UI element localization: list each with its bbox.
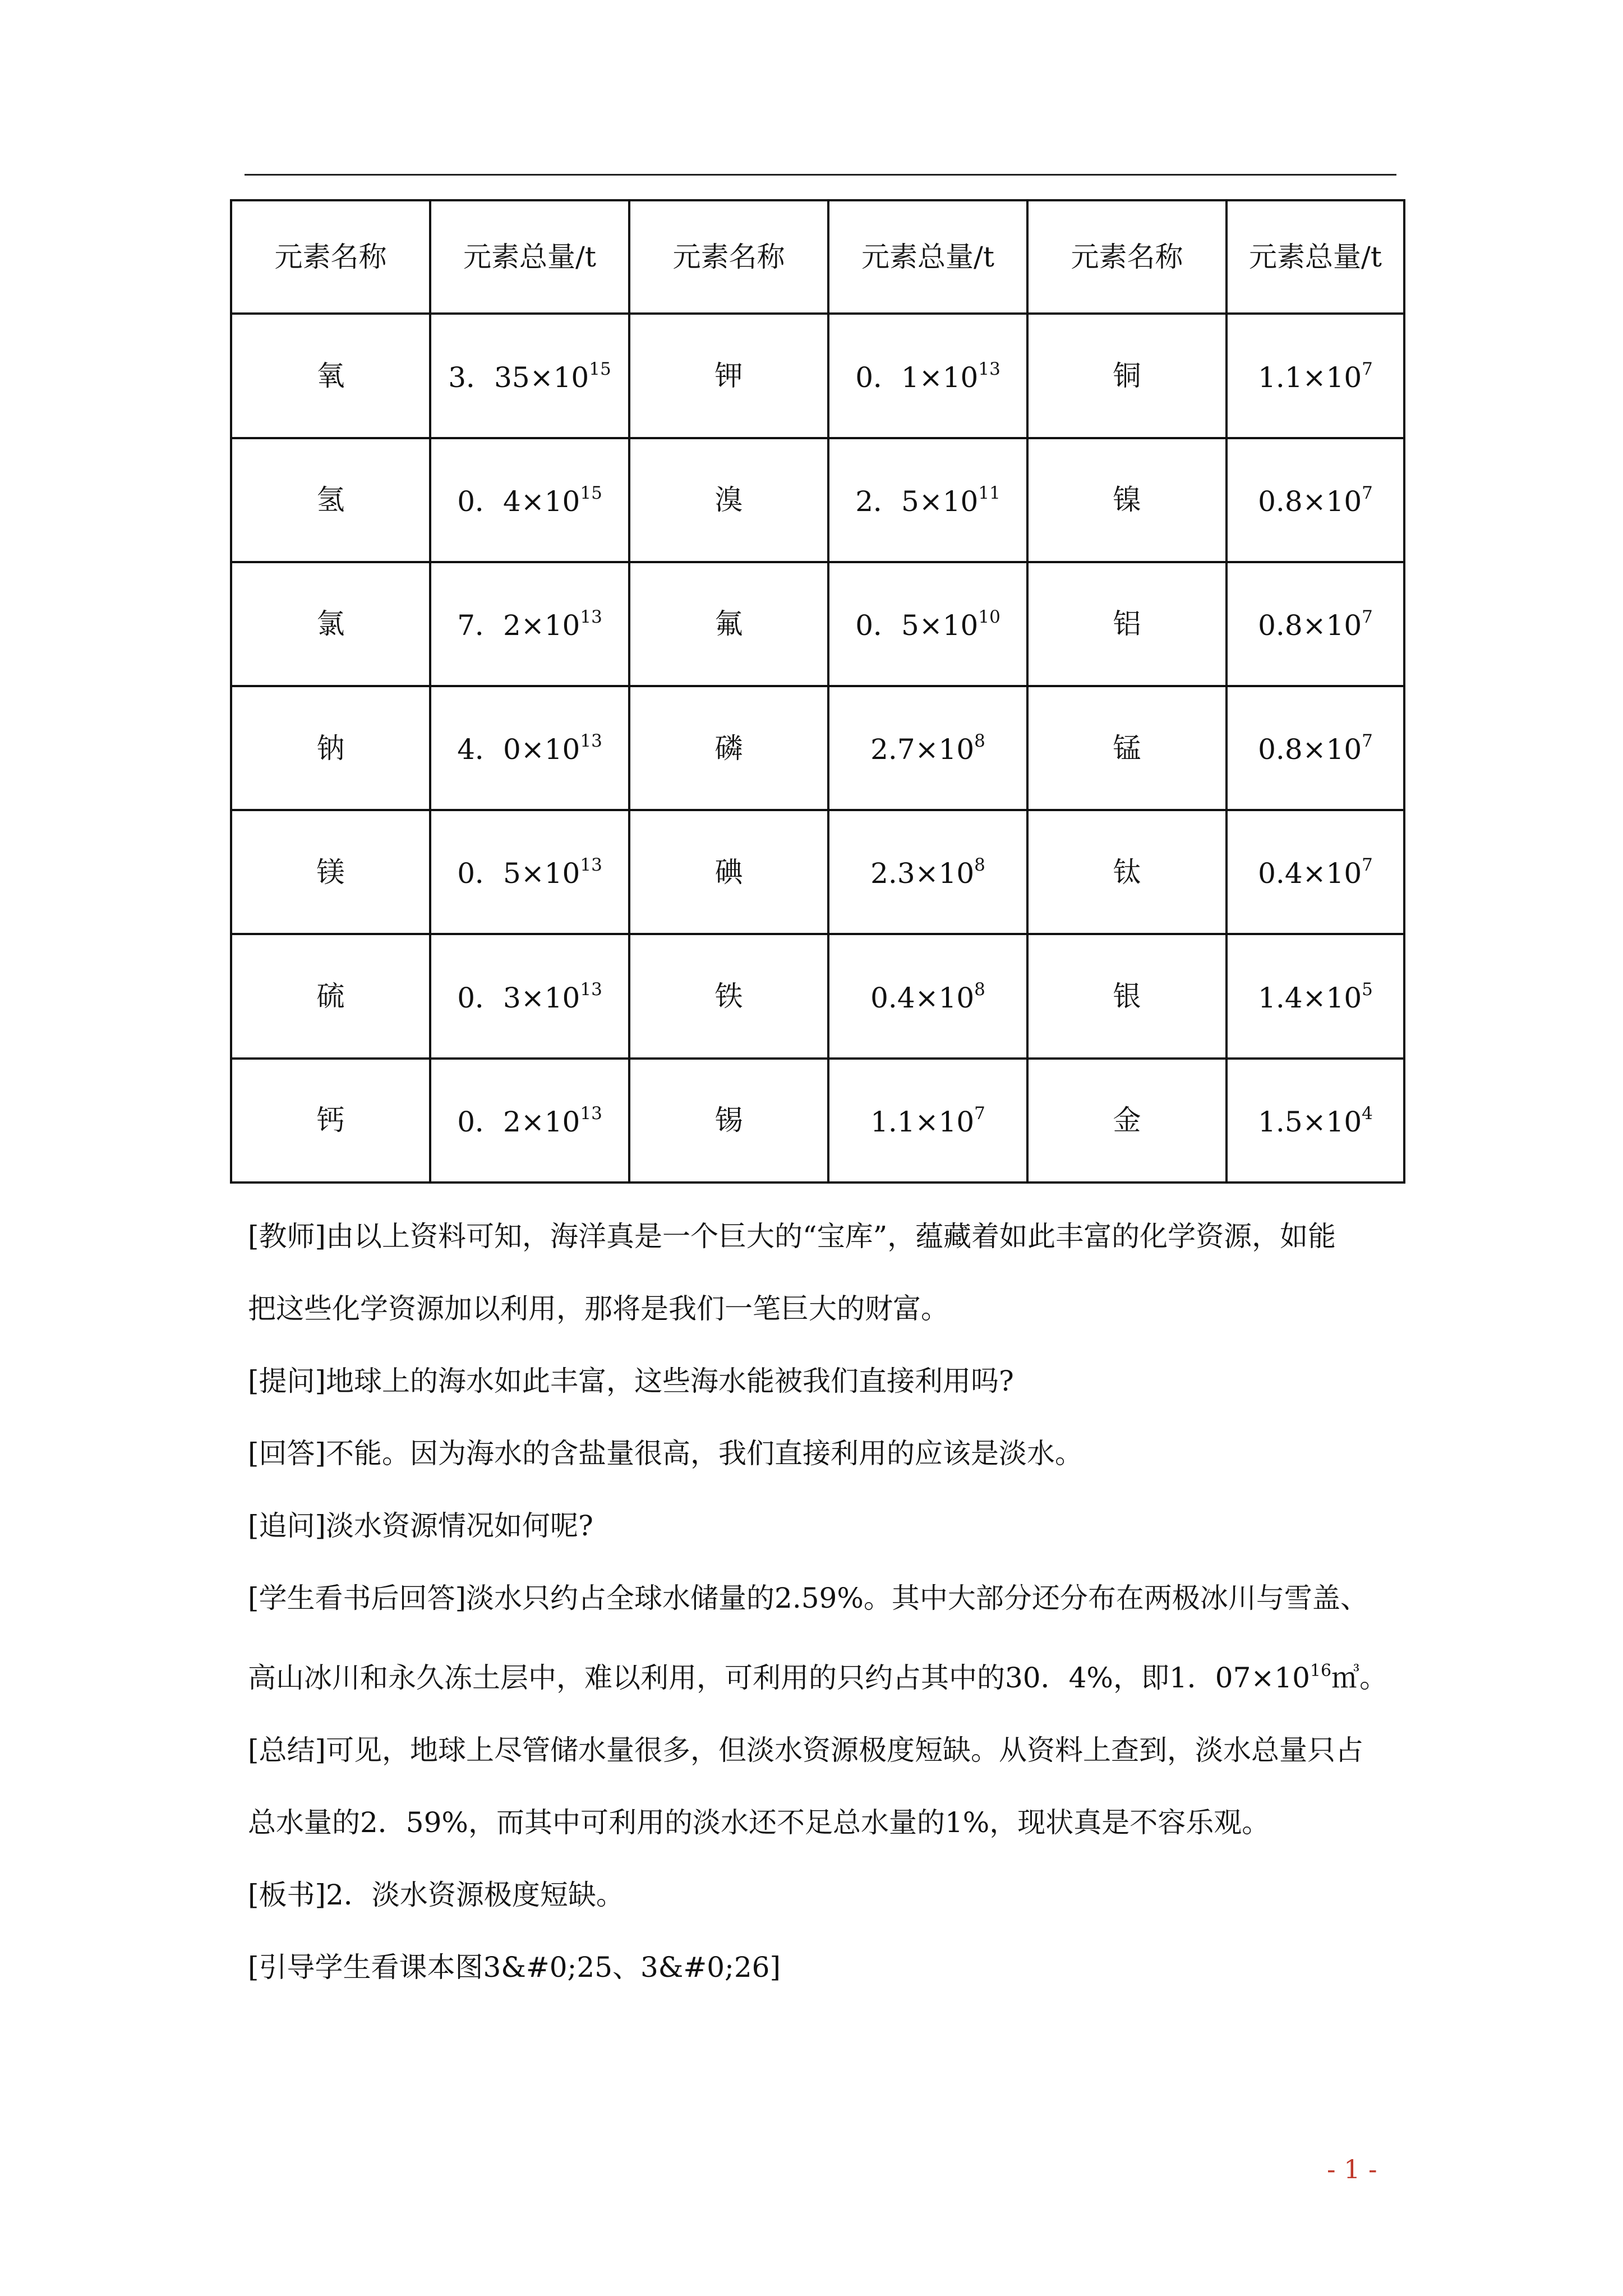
element-amount-cell — [430, 810, 629, 934]
element-amount-cell — [828, 438, 1027, 562]
amount-exponent: 13 — [580, 979, 602, 1000]
header-rule — [245, 174, 1396, 176]
amount-exponent: 8 — [974, 731, 985, 752]
element-name-cell: 磷 — [629, 686, 828, 810]
amount-exponent: 4 — [1362, 1103, 1373, 1124]
amount-exponent: 7 — [1362, 482, 1373, 503]
amount-exponent: 13 — [580, 1103, 602, 1124]
table-row — [231, 1059, 1404, 1182]
amount-mantissa: 1.1×10 — [1258, 361, 1362, 394]
element-name-cell: 钾 — [629, 314, 828, 438]
element-name-cell: 硫 — [231, 934, 430, 1058]
amount-exponent: 7 — [1362, 606, 1373, 627]
table-row — [231, 314, 1404, 438]
element-amount-cell — [828, 314, 1027, 438]
element-amount-cell — [430, 934, 629, 1058]
table-row — [231, 686, 1404, 810]
element-name-cell: 钠 — [231, 686, 430, 810]
element-name-cell: 氯 — [231, 562, 430, 686]
amount-exponent: 7 — [974, 1103, 985, 1124]
amount-exponent: 15 — [580, 482, 602, 503]
amount-exponent: 8 — [974, 979, 985, 1000]
table-row — [231, 934, 1404, 1058]
element-amount-cell — [828, 1059, 1027, 1182]
element-name-cell: 镁 — [231, 810, 430, 934]
element-amount-cell — [430, 438, 629, 562]
amount-mantissa: 0.8×10 — [1258, 733, 1362, 766]
element-name-cell: 银 — [1027, 934, 1227, 1058]
table-header-row — [231, 200, 1404, 314]
paragraph-line: [回答]不能。因为海水的含盐量很高，我们直接利用的应该是淡水。 — [248, 1437, 1083, 1470]
amount-mantissa: 0．5×10 — [855, 609, 979, 642]
paragraph-line: [追问]淡水资源情况如何呢? — [248, 1510, 593, 1542]
paragraph-line: 总水量的2．59%，而其中可利用的淡水还不足总水量的1%，现状真是不容乐观。 — [248, 1806, 1270, 1839]
amount-exponent: 13 — [978, 358, 1000, 379]
element-amount-cell — [430, 686, 629, 810]
element-name-cell: 钛 — [1027, 810, 1227, 934]
element-name-cell: 氟 — [629, 562, 828, 686]
exponent: 16 — [1310, 1661, 1332, 1681]
header-cell: 元素名称 — [1027, 200, 1227, 314]
amount-mantissa: 0．1×10 — [855, 361, 979, 394]
element-amount-cell — [828, 810, 1027, 934]
paragraph-line — [248, 1635, 1398, 1714]
element-amount-cell — [828, 562, 1027, 686]
table-row — [231, 810, 1404, 934]
amount-mantissa: 0．4×10 — [457, 485, 580, 518]
paragraph-line: [提问]地球上的海水如此丰富，这些海水能被我们直接利用吗? — [248, 1365, 1014, 1397]
element-table-body — [231, 200, 1404, 1182]
amount-mantissa: 0.8×10 — [1258, 485, 1362, 518]
amount-exponent: 13 — [580, 731, 602, 752]
header-cell: 元素名称 — [629, 200, 828, 314]
table-row — [231, 562, 1404, 686]
amount-mantissa: 1.4×10 — [1258, 981, 1362, 1014]
page-number: - 1 - — [1327, 2154, 1377, 2184]
element-name-cell: 镍 — [1027, 438, 1227, 562]
element-amount-cell — [1227, 1059, 1404, 1182]
element-amount-cell — [1227, 934, 1404, 1058]
element-name-cell: 氧 — [231, 314, 430, 438]
paragraph-text: 。 — [1359, 1662, 1388, 1694]
amount-mantissa: 7．2×10 — [457, 609, 580, 642]
table-row — [231, 438, 1404, 562]
amount-mantissa: 1.1×10 — [870, 1105, 975, 1138]
element-table — [230, 199, 1405, 1184]
element-amount-cell — [828, 686, 1027, 810]
element-amount-cell — [430, 1059, 629, 1182]
amount-exponent: 11 — [978, 482, 1000, 503]
header-cell: 元素名称 — [231, 200, 430, 314]
amount-mantissa: 0．3×10 — [457, 981, 580, 1014]
element-name-cell: 氢 — [231, 438, 430, 562]
paragraph-line: [板书]2．淡水资源极度短缺。 — [248, 1879, 624, 1911]
element-name-cell: 锡 — [629, 1059, 828, 1182]
amount-exponent: 15 — [589, 358, 611, 379]
element-name-cell: 碘 — [629, 810, 828, 934]
amount-mantissa: 0.4×10 — [870, 981, 975, 1014]
amount-exponent: 8 — [974, 855, 985, 876]
amount-mantissa: 1.5×10 — [1258, 1105, 1362, 1138]
element-name-cell: 金 — [1027, 1059, 1227, 1182]
amount-mantissa: 2.7×10 — [870, 733, 975, 766]
element-name-cell: 铜 — [1027, 314, 1227, 438]
amount-exponent: 13 — [580, 855, 602, 876]
amount-mantissa: 0.8×10 — [1258, 609, 1362, 642]
paragraph-line: [引导学生看课本图3&#0;25、3&#0;26] — [248, 1951, 781, 1984]
unit: ㎥ — [1331, 1662, 1360, 1694]
amount-mantissa: 0.4×10 — [1258, 857, 1362, 890]
amount-mantissa: 3．35×10 — [448, 361, 589, 394]
amount-mantissa: 2.3×10 — [870, 857, 975, 890]
element-amount-cell — [1227, 810, 1404, 934]
element-amount-cell — [1227, 314, 1404, 438]
amount-mantissa: 0．2×10 — [457, 1105, 580, 1138]
paragraph-line: 把这些化学资源加以利用，那将是我们一笔巨大的财富。 — [248, 1292, 949, 1325]
amount-mantissa: 4．0×10 — [457, 733, 580, 766]
element-amount-cell — [430, 314, 629, 438]
amount-mantissa: 0．5×10 — [457, 857, 580, 890]
paragraph-line: [总结]可见，地球上尽管储水量很多，但淡水资源极度短缺。从资料上查到，淡水总量只占 — [248, 1734, 1364, 1766]
amount-exponent: 10 — [978, 606, 1000, 627]
amount-mantissa: 2．5×10 — [855, 485, 979, 518]
element-name-cell: 溴 — [629, 438, 828, 562]
paragraph-line: [学生看书后回答]淡水只约占全球水储量的2.59%。其中大部分还分布在两极冰川与雪盖、 — [248, 1582, 1368, 1614]
amount-exponent: 5 — [1362, 979, 1373, 1000]
element-amount-cell — [828, 934, 1027, 1058]
header-cell: 元素总量/t — [430, 200, 629, 314]
paragraph-line: [教师]由以上资料可知，海洋真是一个巨大的“宝库”，蕴藏着如此丰富的化学资源，如能 — [248, 1220, 1336, 1253]
element-amount-cell — [1227, 438, 1404, 562]
amount-exponent: 7 — [1362, 855, 1373, 876]
header-cell: 元素总量/t — [828, 200, 1027, 314]
amount-exponent: 13 — [580, 606, 602, 627]
amount-exponent: 7 — [1362, 358, 1373, 379]
element-amount-cell — [1227, 562, 1404, 686]
element-amount-cell — [1227, 686, 1404, 810]
header-cell: 元素总量/t — [1227, 200, 1404, 314]
element-name-cell: 锰 — [1027, 686, 1227, 810]
paragraph-text: 高山冰川和永久冻土层中，难以利用，可利用的只约占其中的30．4%，即1．07×10 — [248, 1662, 1310, 1694]
amount-exponent: 7 — [1362, 731, 1373, 752]
element-name-cell: 钙 — [231, 1059, 430, 1182]
element-name-cell: 铝 — [1027, 562, 1227, 686]
element-amount-cell — [430, 562, 629, 686]
body-text — [248, 1200, 1398, 2004]
element-name-cell: 铁 — [629, 934, 828, 1058]
